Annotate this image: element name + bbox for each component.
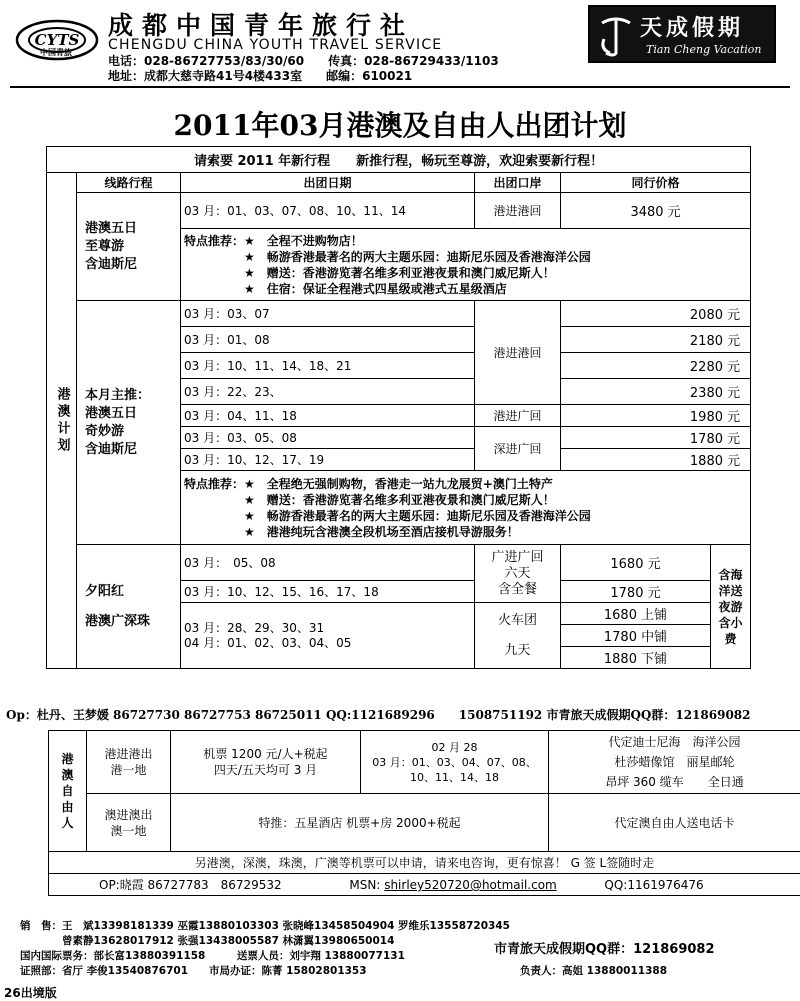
- svg-text:CYTS: CYTS: [35, 31, 80, 49]
- contact-address: 地址：成都大慈寺路41号4楼433室 邮编：610021: [108, 67, 412, 84]
- route3-date: 03 月：28、29、30、31 04 月：01、02、03、04、05: [181, 603, 475, 669]
- feature-line: ★ 赠送：香港游览著名维多利亚港夜景和澳门威尼斯人！: [184, 492, 747, 508]
- free-b-extra: 代定澳自由人送电话卡: [549, 794, 800, 852]
- header-rule: [10, 86, 790, 88]
- free-b-special: 特推：五星酒店 机票+房 2000+税起: [171, 794, 549, 852]
- route2-date: 03 月：01、08: [181, 327, 475, 353]
- col-date: 出团日期: [181, 173, 475, 193]
- route3-port: 广进广回 六天 含全餐: [475, 545, 561, 603]
- route1-features: [181, 229, 751, 301]
- route3-name-b: 港澳广深珠: [85, 607, 177, 637]
- section-label: [47, 173, 77, 669]
- route2-date: 03 月：04、11、18: [181, 405, 475, 427]
- route3-price: 1680 上铺: [561, 603, 711, 625]
- footer-ticketing: 国内国际票务：部长富13880391158 送票人员：刘宇翔 13880077131: [20, 948, 405, 963]
- route3-port-a: 火车团: [478, 606, 557, 636]
- route3-date: 03 月： 05、08: [181, 545, 475, 581]
- route2-price: 1880 元: [561, 449, 751, 471]
- route2-port: 港进广回: [475, 405, 561, 427]
- route2-date: 03 月：03、05、08: [181, 427, 475, 449]
- feature-line: 特点推荐：★ 全程绝无强制购物，香港走一站九龙展贸+澳门土特产: [184, 476, 747, 492]
- feature-line: ★ 港港纯玩含港澳全段机场至酒店接机导游服务！: [184, 524, 747, 540]
- hk-macau-plan-table: [46, 146, 751, 669]
- route2-date: 03 月：10、12、17、19: [181, 449, 475, 471]
- feature-line: ★ 住宿：保证全程港式四星级或港式五星级酒店: [184, 281, 747, 297]
- free-a-dates: 02 月 28 03 月：01、03、04、07、08、 10、11、14、18: [361, 731, 549, 794]
- route3-port-b: 九天: [478, 636, 557, 666]
- route1-name: 港澳五日 至尊游 含迪斯尼: [77, 193, 181, 301]
- route3-date: 03 月：10、12、15、16、17、18: [181, 581, 475, 603]
- footer-visa: 证照部：省厅 李俊13540876701 市局办证：陈菁 15802801353: [20, 963, 367, 978]
- free-traveler-table: [48, 730, 800, 896]
- page-number: 26出境版: [4, 984, 57, 1001]
- contact-phone: 电话：028-86727753/83/30/60 传真：028-86729433/1103: [108, 52, 499, 69]
- free-b-route: 澳进澳出 澳一地: [87, 794, 171, 852]
- route2-price: 1780 元: [561, 427, 751, 449]
- route2-features: [181, 471, 751, 545]
- route2-price: 2380 元: [561, 379, 751, 405]
- route2-port: 港进港回: [475, 301, 561, 405]
- route2-date: 03 月：22、23、: [181, 379, 475, 405]
- route2-price: 2280 元: [561, 353, 751, 379]
- route3-price: 1680 元: [561, 545, 711, 581]
- free-contact: [49, 874, 800, 896]
- brand-swirl-icon: [596, 13, 636, 57]
- op-contact-line: Op：杜丹、王梦媛 86727730 86727753 86725011 QQ:1121689296 1508751192 市青旅天成假期QQ群：121869082: [6, 706, 751, 723]
- route2-date: 03 月：10、11、14、18、21: [181, 353, 475, 379]
- free-a-ticket: 机票 1200 元/人+税起 四天/五天均可 3 月: [171, 731, 361, 794]
- company-logo: [14, 14, 100, 72]
- route3-name: [77, 545, 181, 669]
- route2-price: 1980 元: [561, 405, 751, 427]
- brand-banner: [588, 5, 776, 63]
- free-a-extra: 代定迪士尼海 海洋公园 杜莎蜡像馆 丽星邮轮 昂坪 360 缆车 全日通: [549, 731, 800, 794]
- route3-price: 1780 中铺: [561, 625, 711, 647]
- route2-name: 本月主推： 港澳五日 奇妙游 含迪斯尼: [77, 301, 181, 545]
- footer-sales: 销 售：王 斌13398181339 巫霞13880103303 张晓峰13458504904 罗维乐13558720345: [20, 918, 510, 933]
- route3-name-a: 夕阳红: [85, 577, 177, 607]
- route3-port: [475, 603, 561, 669]
- col-port: 出团口岸: [475, 173, 561, 193]
- section-label-text: 港澳计划: [55, 387, 70, 455]
- free-email-link[interactable]: shirley520720@hotmail.com: [384, 878, 557, 892]
- route3-price: 1880 下铺: [561, 647, 711, 669]
- route1-port: 港进港回: [475, 193, 561, 229]
- feature-line: ★ 畅游香港最著名的两大主题乐园：迪斯尼乐园及香港海洋公园: [184, 249, 747, 265]
- company-name-en: CHENGDU CHINA YOUTH TRAVEL SERVICE: [108, 37, 442, 53]
- footer-leader: 负责人：高姐 13880011388: [520, 963, 667, 978]
- feature-line: 特点推荐：★ 全程不进购物店！: [184, 233, 747, 249]
- route1-price: 3480 元: [561, 193, 751, 229]
- route1-date: 03 月：01、03、07、08、10、11、14: [181, 193, 475, 229]
- free-op: OP:晓霞 86727783 86729532: [99, 878, 282, 892]
- route2-price: 2180 元: [561, 327, 751, 353]
- page-title: 2011年03月港澳及自由人出团计划: [0, 104, 800, 144]
- feature-line: ★ 畅游香港最著名的两大主题乐园：迪斯尼乐园及香港海洋公园: [184, 508, 747, 524]
- company-name-cn: 成都中国青年旅行社: [108, 6, 414, 42]
- feature-line: ★ 赠送：香港游览著名维多利亚港夜景和澳门威尼斯人！: [184, 265, 747, 281]
- route3-extra: 含海洋送夜游含小费: [711, 545, 751, 669]
- intro-banner: 请索要 2011 年新行程 新推行程，畅玩至尊游，欢迎索要新行程！: [47, 147, 751, 173]
- free-a-route: 港进港出 港一地: [87, 731, 171, 794]
- brand-name-en: Tian Cheng Vacation: [646, 43, 761, 56]
- free-qq: QQ:1161976476: [604, 878, 703, 892]
- route3-price: 1780 元: [561, 581, 711, 603]
- free-note: 另港澳，深澳，珠澳，广澳等机票可以申请，请来电咨询，更有惊喜！ G 签 L签随时走: [49, 852, 800, 874]
- brand-name-cn: 天成假期: [640, 11, 744, 42]
- free-label: 港澳自由人: [49, 731, 87, 852]
- route2-port: 深进广回: [475, 427, 561, 471]
- col-route: 线路行程: [77, 173, 181, 193]
- route2-date: 03 月：03、07: [181, 301, 475, 327]
- footer-sales-2: 曾素静13628017912 张强13438005587 林潇翼13980650014: [20, 933, 394, 948]
- footer-qq-group: 市青旅天成假期QQ群：121869082: [494, 938, 715, 957]
- route2-price: 2080 元: [561, 301, 751, 327]
- col-price: 同行价格: [561, 173, 751, 193]
- logo-caption: 中国青旅: [40, 47, 72, 58]
- free-msn-label: MSN:: [349, 878, 380, 892]
